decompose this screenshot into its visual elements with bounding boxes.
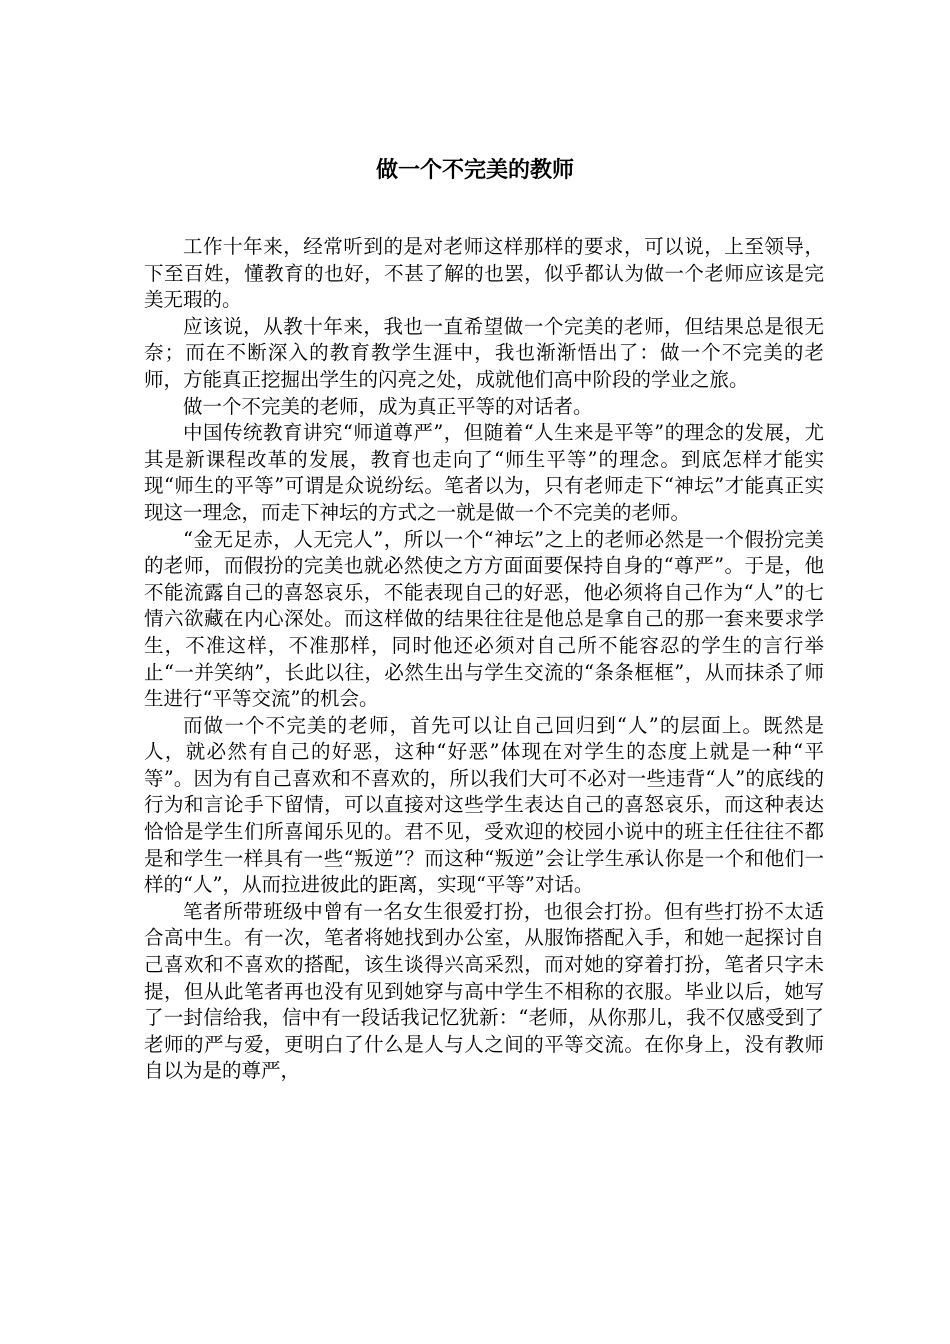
- paragraph: “金无足赤，人无完人”，所以一个“神坛”之上的老师必然是一个假扮完美的老师，而假扮的完美也就必然使之方方面面要保持自身的“尊严”。于是，他不能流露自己的喜怒哀乐，不能表现自己的好恶，他必须将自己作为“人”的七情六欲藏在内心深处。而这样做的结果往往是他总是拿自己的那一套来要求学生，不准这样，不准那样，同时他还必须对自己所不能容忍的学生的言行举止“一并笑纳”，长此以往，必然生出与学生交流的“条条框框”，从而抹杀了师生进行“平等交流”的机会。: [144, 527, 824, 711]
- paragraph: 中国传统教育讲究“师道尊严”，但随着“人生来是平等”的理念的发展，尤其是新课程改革的发展，教育也走向了“师生平等”的理念。到底怎样才能实现“师生的平等”可谓是众说纷纭。笔者以为，只有老师走下“神坛”才能真正实现这一理念，而走下神坛的方式之一就是做一个不完美的老师。: [144, 421, 824, 524]
- paragraph: 笔者所带班级中曾有一名女生很爱打扮，也很会打扮。但有些打扮不太适合高中生。有一次，笔者将她找到办公室，从服饰搭配入手，和她一起探讨自己喜欢和不喜欢的搭配，该生谈得兴高采烈，而对她的穿着打扮，笔者只字未提，但从此笔者再也没有见到她穿与高中学生不相称的衣服。毕业以后，她写了一封信给我，信中有一段话我记忆犹新：“老师，从你那儿，我不仅感受到了老师的严与爱，更明白了什么是人与人之间的平等交流。在你身上，没有教师自以为是的尊严，: [144, 899, 824, 1083]
- document-title: 做一个不完美的教师: [375, 157, 574, 183]
- paragraph: 应该说，从教十年来，我也一直希望做一个完美的老师，但结果总是很无奈；而在不断深入的教育教学生涯中，我也渐渐悟出了：做一个不完美的老师，方能真正挖掘出学生的闪亮之处，成就他们高中阶段的学业之旅。: [144, 314, 824, 391]
- paragraph: 而做一个不完美的老师，首先可以让自己回归到“人”的层面上。既然是人，就必然有自己的好恶，这种“好恶”体现在对学生的态度上就是一种“平等”。因为有自己喜欢和不喜欢的，所以我们大可不必对一些违背“人”的底线的行为和言论手下留情，可以直接对这些学生表达自己的喜怒哀乐，而这种表达恰恰是学生们所喜闻乐见的。君不见，受欢迎的校园小说中的班主任往往不都是和学生一样具有一些“叛逆”？而这种“叛逆”会让学生承认你是一个和他们一样的“人”，从而拉进彼此的距离，实现“平等”对话。: [144, 713, 824, 897]
- paragraph: 工作十年来，经常听到的是对老师这样那样的要求，可以说，上至领导，下至百姓，懂教育的也好，不甚了解的也罢，似乎都认为做一个老师应该是完美无瑕的。: [144, 235, 824, 312]
- paragraph: 做一个不完美的老师，成为真正平等的对话者。: [183, 394, 593, 418]
- document-body: [144, 234, 824, 1085]
